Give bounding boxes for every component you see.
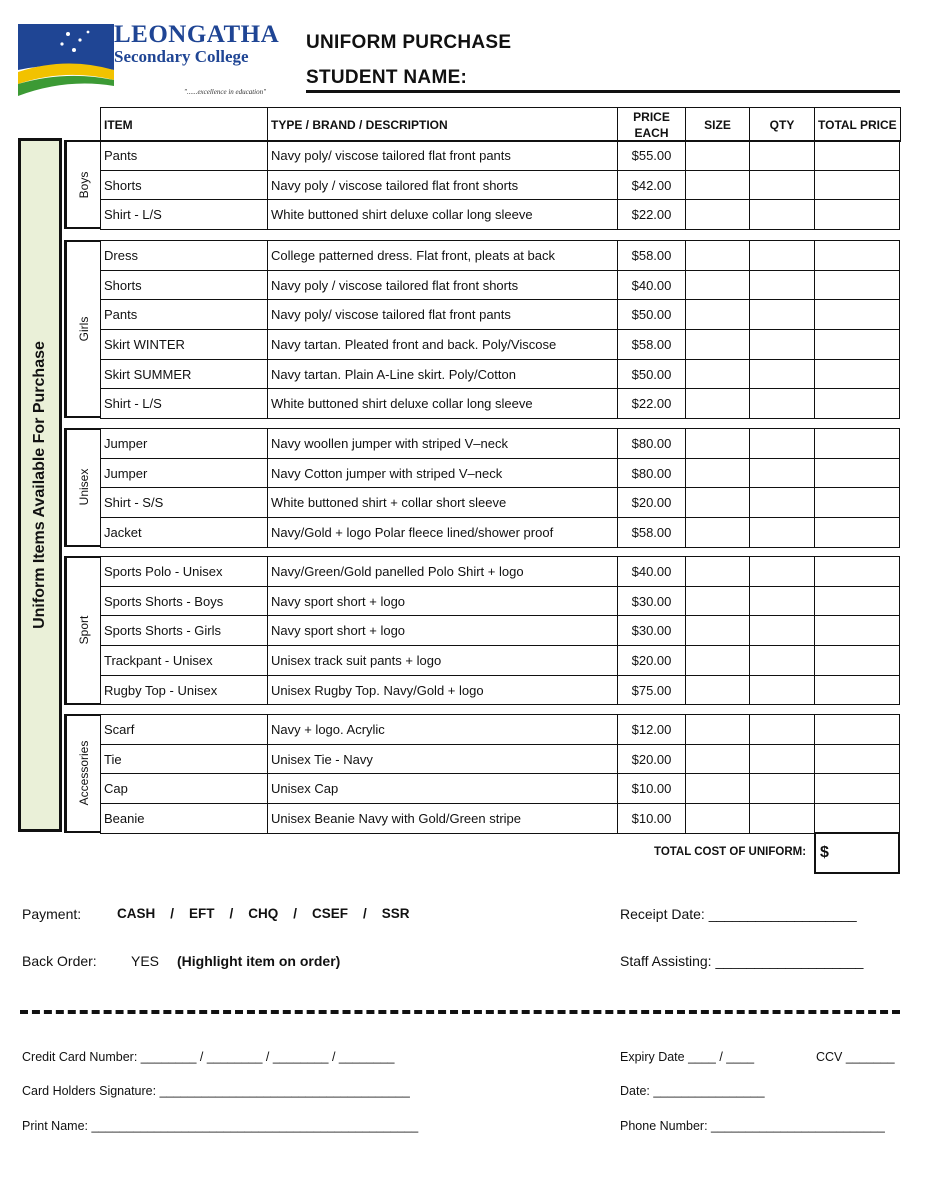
table-row <box>101 774 900 804</box>
item-cell: Rugby Top - Unisex <box>101 675 268 705</box>
price-cell: $58.00 <box>618 241 686 271</box>
table-row <box>101 586 900 616</box>
size-cell[interactable] <box>686 200 750 230</box>
total-price-cell[interactable] <box>815 557 900 587</box>
description-cell: Navy tartan. Pleated front and back. Poly/Viscose <box>268 330 618 360</box>
credit-card-number-field[interactable]: Credit Card Number: ________ / ________ / ________ / ________ <box>22 1050 395 1064</box>
item-cell: Trackpant - Unisex <box>101 646 268 676</box>
table-row <box>101 646 900 676</box>
item-cell: Jacket <box>101 518 268 548</box>
item-cell: Shirt - S/S <box>101 488 268 518</box>
back-order-label: Back Order: <box>22 953 97 969</box>
table-row <box>101 675 900 705</box>
qty-cell[interactable] <box>750 200 815 230</box>
description-cell: Unisex Rugby Top. Navy/Gold + logo <box>268 675 618 705</box>
items-table-0 <box>100 140 900 230</box>
total-price-cell[interactable] <box>815 675 900 705</box>
item-cell: Cap <box>101 774 268 804</box>
description-cell: Navy poly/ viscose tailored flat front pants <box>268 300 618 330</box>
size-cell[interactable] <box>686 804 750 834</box>
table-row <box>101 270 900 300</box>
total-cost-field[interactable]: $ <box>814 832 900 874</box>
item-cell: Dress <box>101 241 268 271</box>
description-cell: Unisex track suit pants + logo <box>268 646 618 676</box>
size-cell[interactable] <box>686 359 750 389</box>
item-cell: Tie <box>101 744 268 774</box>
total-price-cell[interactable] <box>815 715 900 745</box>
size-cell[interactable] <box>686 774 750 804</box>
price-cell: $75.00 <box>618 675 686 705</box>
qty-cell[interactable] <box>750 270 815 300</box>
header-item: ITEM <box>101 108 268 142</box>
qty-cell[interactable] <box>750 170 815 200</box>
description-cell: Navy sport short + logo <box>268 586 618 616</box>
size-cell[interactable] <box>686 744 750 774</box>
size-cell[interactable] <box>686 141 750 171</box>
qty-cell[interactable] <box>750 646 815 676</box>
ccv-field[interactable]: CCV _______ <box>816 1050 895 1064</box>
table-row <box>101 518 900 548</box>
qty-cell[interactable] <box>750 330 815 360</box>
total-price-cell[interactable] <box>815 200 900 230</box>
group-label: Sport <box>77 615 91 645</box>
qty-cell[interactable] <box>750 389 815 419</box>
description-cell: Unisex Cap <box>268 774 618 804</box>
table-row <box>101 488 900 518</box>
price-cell: $10.00 <box>618 804 686 834</box>
item-cell: Shirt - L/S <box>101 200 268 230</box>
qty-cell[interactable] <box>750 488 815 518</box>
qty-cell[interactable] <box>750 616 815 646</box>
qty-cell[interactable] <box>750 557 815 587</box>
item-cell: Skirt SUMMER <box>101 359 268 389</box>
item-cell: Shirt - L/S <box>101 389 268 419</box>
banner-text: Uniform Items Available For Purchase <box>31 341 48 629</box>
expiry-date-field[interactable]: Expiry Date ____ / ____ <box>620 1050 755 1064</box>
total-price-cell[interactable] <box>815 458 900 488</box>
item-cell: Skirt WINTER <box>101 330 268 360</box>
price-cell: $40.00 <box>618 270 686 300</box>
total-price-cell[interactable] <box>815 429 900 459</box>
description-cell: Navy woollen jumper with striped V–neck <box>268 429 618 459</box>
qty-cell[interactable] <box>750 715 815 745</box>
total-price-cell[interactable] <box>815 141 900 171</box>
total-price-cell[interactable] <box>815 804 900 834</box>
price-cell: $22.00 <box>618 200 686 230</box>
total-price-cell[interactable] <box>815 170 900 200</box>
price-cell: $12.00 <box>618 715 686 745</box>
qty-cell[interactable] <box>750 744 815 774</box>
table-row <box>101 458 900 488</box>
qty-cell[interactable] <box>750 429 815 459</box>
size-cell[interactable] <box>686 429 750 459</box>
logo-name: LEONGATHA <box>114 21 280 48</box>
phone-number-field[interactable]: Phone Number: _________________________ <box>620 1119 885 1133</box>
price-cell: $50.00 <box>618 300 686 330</box>
price-cell: $58.00 <box>618 518 686 548</box>
item-cell: Sports Shorts - Girls <box>101 616 268 646</box>
header-total: TOTAL PRICE <box>815 108 901 142</box>
price-cell: $20.00 <box>618 646 686 676</box>
description-cell: White buttoned shirt deluxe collar long sleeve <box>268 200 618 230</box>
items-table-4 <box>100 714 900 834</box>
table-row <box>101 389 900 419</box>
size-cell[interactable] <box>686 241 750 271</box>
size-cell[interactable] <box>686 715 750 745</box>
group-1 <box>64 240 101 418</box>
item-cell: Beanie <box>101 804 268 834</box>
group-label: Unisex <box>77 469 91 506</box>
header-description: TYPE / BRAND / DESCRIPTION <box>268 108 618 142</box>
description-cell: White buttoned shirt + collar short sleeve <box>268 488 618 518</box>
item-cell: Scarf <box>101 715 268 745</box>
price-cell: $55.00 <box>618 141 686 171</box>
logo-subtitle: Secondary College <box>114 47 249 66</box>
total-price-cell[interactable] <box>815 389 900 419</box>
size-cell[interactable] <box>686 586 750 616</box>
header-qty: QTY <box>750 108 815 142</box>
price-cell: $80.00 <box>618 458 686 488</box>
group-label: Boys <box>77 171 91 198</box>
item-cell: Sports Polo - Unisex <box>101 557 268 587</box>
qty-cell[interactable] <box>750 586 815 616</box>
table-row <box>101 557 900 587</box>
student-name-label: STUDENT NAME: <box>306 67 468 88</box>
total-cost-label: TOTAL COST OF UNIFORM: <box>654 846 807 858</box>
price-cell: $30.00 <box>618 616 686 646</box>
logo-tagline: "......excellence in education" <box>184 88 267 96</box>
description-cell: Navy + logo. Acrylic <box>268 715 618 745</box>
cut-line <box>20 1010 900 1014</box>
price-cell: $20.00 <box>618 488 686 518</box>
description-cell: White buttoned shirt deluxe collar long sleeve <box>268 389 618 419</box>
description-cell: Unisex Beanie Navy with Gold/Green stripe <box>268 804 618 834</box>
size-cell[interactable] <box>686 646 750 676</box>
items-header-table <box>100 107 901 142</box>
item-cell: Jumper <box>101 458 268 488</box>
size-cell[interactable] <box>686 518 750 548</box>
table-row <box>101 200 900 230</box>
qty-cell[interactable] <box>750 300 815 330</box>
group-0 <box>64 140 101 229</box>
total-price-cell[interactable] <box>815 330 900 360</box>
qty-cell[interactable] <box>750 359 815 389</box>
size-cell[interactable] <box>686 488 750 518</box>
item-cell: Jumper <box>101 429 268 459</box>
table-row <box>101 429 900 459</box>
total-price-cell[interactable] <box>815 270 900 300</box>
item-cell: Pants <box>101 300 268 330</box>
items-table-2 <box>100 428 900 548</box>
table-row <box>101 141 900 171</box>
qty-cell[interactable] <box>750 675 815 705</box>
item-cell: Sports Shorts - Boys <box>101 586 268 616</box>
total-price-cell[interactable] <box>815 300 900 330</box>
price-cell: $10.00 <box>618 774 686 804</box>
description-cell: Navy poly/ viscose tailored flat front pants <box>268 141 618 171</box>
back-order-note: (Highlight item on order) <box>177 953 341 969</box>
table-row <box>101 330 900 360</box>
size-cell[interactable] <box>686 557 750 587</box>
receipt-date-field[interactable]: Receipt Date: ___________________ <box>620 906 857 922</box>
description-cell: Navy/Gold + logo Polar fleece lined/shower proof <box>268 518 618 548</box>
item-cell: Pants <box>101 141 268 171</box>
price-cell: $80.00 <box>618 429 686 459</box>
price-cell: $20.00 <box>618 744 686 774</box>
description-cell: College patterned dress. Flat front, pleats at back <box>268 241 618 271</box>
total-price-cell[interactable] <box>815 518 900 548</box>
print-name-field[interactable]: Print Name: _______________________________________________ <box>22 1119 419 1133</box>
total-price-cell[interactable] <box>815 241 900 271</box>
description-cell: Navy Cotton jumper with striped V–neck <box>268 458 618 488</box>
group-label: Accessories <box>77 741 91 806</box>
logo-emblem-icon <box>18 20 114 100</box>
total-price-cell[interactable] <box>815 646 900 676</box>
table-row <box>101 804 900 834</box>
price-cell: $22.00 <box>618 389 686 419</box>
description-cell: Navy poly / viscose tailored flat front shorts <box>268 270 618 300</box>
payment-options[interactable]: CASH / EFT / CHQ / CSEF / SSR <box>117 906 410 921</box>
total-price-cell[interactable] <box>815 774 900 804</box>
table-row <box>101 359 900 389</box>
items-table-3 <box>100 556 900 705</box>
table-row <box>101 300 900 330</box>
page-title: UNIFORM PURCHASE <box>306 32 512 53</box>
size-cell[interactable] <box>686 675 750 705</box>
description-cell: Navy sport short + logo <box>268 616 618 646</box>
total-price-cell[interactable] <box>815 586 900 616</box>
item-cell: Shorts <box>101 170 268 200</box>
group-4 <box>64 714 101 833</box>
college-logo <box>18 20 283 100</box>
total-price-cell[interactable] <box>815 488 900 518</box>
group-2 <box>64 428 101 547</box>
total-price-cell[interactable] <box>815 359 900 389</box>
price-cell: $42.00 <box>618 170 686 200</box>
size-cell[interactable] <box>686 616 750 646</box>
table-row <box>101 744 900 774</box>
student-name-field[interactable] <box>306 90 900 93</box>
qty-cell[interactable] <box>750 518 815 548</box>
qty-cell[interactable] <box>750 774 815 804</box>
staff-assisting-field[interactable]: Staff Assisting: ___________________ <box>620 953 864 969</box>
qty-cell[interactable] <box>750 458 815 488</box>
date-field[interactable]: Date: ________________ <box>620 1084 765 1098</box>
qty-cell[interactable] <box>750 241 815 271</box>
size-cell[interactable] <box>686 270 750 300</box>
header-size: SIZE <box>686 108 750 142</box>
table-row <box>101 715 900 745</box>
vertical-banner <box>18 138 62 832</box>
back-order-yes[interactable]: YES <box>131 953 160 969</box>
size-cell[interactable] <box>686 300 750 330</box>
description-cell: Navy tartan. Plain A-Line skirt. Poly/Cotton <box>268 359 618 389</box>
size-cell[interactable] <box>686 458 750 488</box>
description-cell: Navy/Green/Gold panelled Polo Shirt + logo <box>268 557 618 587</box>
price-cell: $58.00 <box>618 330 686 360</box>
price-cell: $50.00 <box>618 359 686 389</box>
group-3 <box>64 556 101 705</box>
table-row <box>101 170 900 200</box>
size-cell[interactable] <box>686 389 750 419</box>
payment-label: Payment: <box>22 906 82 922</box>
qty-cell[interactable] <box>750 804 815 834</box>
qty-cell[interactable] <box>750 141 815 171</box>
size-cell[interactable] <box>686 330 750 360</box>
items-table-1 <box>100 240 900 419</box>
table-row <box>101 241 900 271</box>
card-holder-signature-field[interactable]: Card Holders Signature: ____________________________________ <box>22 1084 410 1098</box>
total-price-cell[interactable] <box>815 744 900 774</box>
description-cell: Navy poly / viscose tailored flat front shorts <box>268 170 618 200</box>
item-cell: Shorts <box>101 270 268 300</box>
price-cell: $40.00 <box>618 557 686 587</box>
description-cell: Unisex Tie - Navy <box>268 744 618 774</box>
size-cell[interactable] <box>686 170 750 200</box>
group-label: Girls <box>77 316 91 342</box>
total-price-cell[interactable] <box>815 616 900 646</box>
price-cell: $30.00 <box>618 586 686 616</box>
table-row <box>101 616 900 646</box>
header-price: PRICE EACH <box>618 108 686 142</box>
